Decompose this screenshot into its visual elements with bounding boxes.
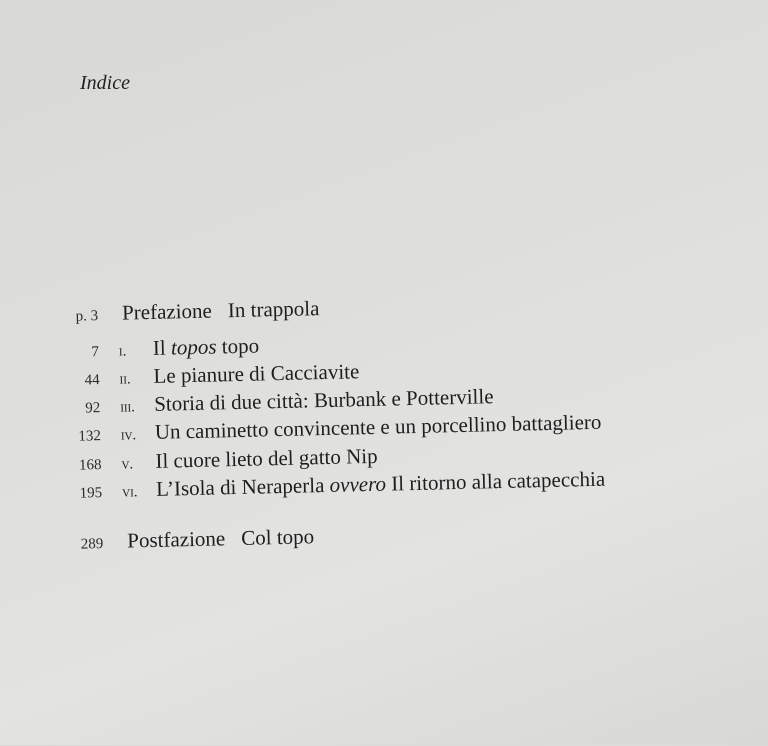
title-italic-part: topos: [170, 334, 217, 360]
title-part: Storia di due città: Burbank e Potterville: [153, 384, 494, 416]
chapter-title: [153, 333, 260, 360]
title-part: Il: [152, 335, 172, 360]
chapter-title: [155, 444, 378, 474]
chapter-title: [154, 384, 494, 417]
page-number: 132: [78, 428, 102, 445]
title-part: Un caminetto convincente e un porcellino battagliero: [154, 409, 602, 444]
title-part: L’Isola di Neraperla: [155, 472, 330, 501]
index-heading: Indice: [80, 72, 130, 94]
section-label: Prefazione: [121, 298, 213, 325]
toc-entry-afterword: [5, 524, 314, 557]
page-number: 92: [85, 400, 101, 417]
chapter-title: [153, 359, 359, 389]
section-title: In trappola: [227, 296, 320, 323]
page-number: p. 3: [75, 308, 99, 325]
page-number: 168: [78, 457, 102, 474]
toc-entry-chapter: [1, 333, 260, 365]
page-number: 44: [84, 372, 100, 389]
title-part: Il ritorno alla catapecchia: [385, 466, 606, 496]
chapter-numeral: iii.: [120, 399, 136, 416]
chapter-numeral: ii.: [119, 371, 131, 388]
section-title: Col topo: [240, 524, 315, 550]
chapter-numeral: iv.: [120, 427, 137, 444]
title-italic-part: ovvero: [329, 471, 387, 497]
page-number: 289: [80, 536, 104, 553]
title-part: topo: [216, 333, 260, 359]
chapter-numeral: v.: [121, 456, 134, 473]
title-part: Le pianure di Cacciavite: [153, 359, 360, 388]
section-label: Postfazione: [126, 526, 226, 553]
chapter-numeral: vi.: [121, 484, 138, 501]
chapter-numeral: i.: [118, 343, 127, 360]
page-number: 7: [91, 344, 100, 361]
title-part: Il cuore lieto del gatto Nip: [155, 443, 378, 473]
toc-entry-preface: [0, 296, 320, 329]
page-number: 195: [79, 485, 103, 502]
